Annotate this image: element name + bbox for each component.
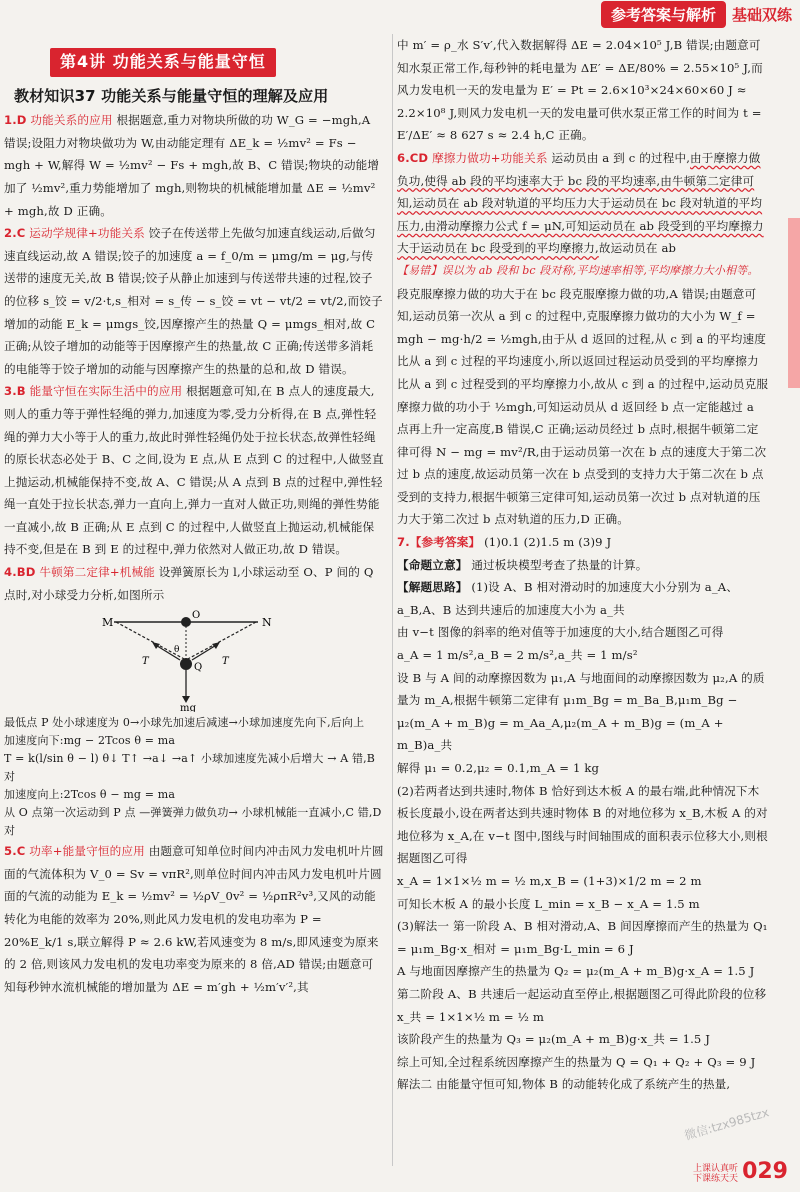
q7-line: 设 B 与 A 间的动摩擦因数为 μ₁,A 与地面间的动摩擦因数为 μ₂,A 的质量为 m_A,根据牛顿第二定律有 μ₁m_Bg = m_Ba_B,μ₁m_Bg − μ₂(m_A + m_B)g = m_Aa_A,μ₂(m_A + m_B)g = (m_A + m_B)a_共 [397, 670, 765, 753]
q7-line: (2)若两者达到共速时,物体 B 恰好到达木板 A 的最右端,此种情况下木板长度最小,设在两者达到共速时物体 B 的对地位移为 x_B,木板 A 的对地位移为 x_A,在 v−t 图中,图线与时间轴围成的面积表示位移大小,则根据题图乙可得 [397, 783, 768, 866]
q6-handwritten-note: 【易错】误以为 ab 段和 bc 段对称,平均速率相等,平均摩擦力大小相等。 [397, 263, 759, 277]
lecture-title: 第4讲 功能关系与能量守恒 [50, 48, 276, 77]
label-q: Q [194, 662, 203, 674]
q7-line: 该阶段产生的热量为 Q₃ = μ₂(m_A + m_B)g·x_共 = 1.5 J [397, 1032, 711, 1047]
column-divider [392, 34, 393, 1166]
page-header [601, 0, 792, 28]
q7-line: (3)解法一 第一阶段 A、B 相对滑动,A、B 间因摩擦而产生的热量为 Q₁ = μ₁m_Bg·x_相对 = μ₁m_Bg·L_min = 6 J [397, 919, 768, 956]
q5: 5.C 功率+能量守恒的应用 由题意可知单位时间内冲击风力发电机叶片圆面的气流体积为 V_0 = Sv = vπR²,则单位时间内冲击风力发电机叶片圆面的气流的动能为 E_k = ½mv² = ½ρV_0v² = ½ρπR²v³,又风的动能转化为电能的效率为 20%,则此风力发电机的发电功率为 P = 20%E_k/1 s,联立解得 P ≈ 2.6 kW,若风速变为 8 m/s,即风速变为原来的 2 倍,则该风力发电机的发电功率变为原来的 8 倍,AD 错误;由题意可知每秒钟水流机械能的增加量为 ΔE = m′gh + ½m′v′²,其 [4, 844, 384, 994]
q6: 6.CD 摩擦力做功+功能关系 运动员由 a 到 c 的过程中,由于摩擦力做负功,使得 ab 段的平均速率大于 bc 段的平均速率,由牛顿第二定律可知,运动员在 ab 段对轨道的平均压力大于运动员在 bc 段对轨道的平均压力,由滑动摩擦力公式 f = μN,可知运动员在 ab 段受到的平均摩擦力大于运动员在 bc 段受到的平均摩擦力,故运动员在 ab [397, 150, 764, 256]
q7-answer: 7.【参考答案】 (1)0.1 (2)1.5 m (3)9 J [397, 535, 612, 550]
label-n: N [262, 616, 272, 630]
q7-line: 综上可知,全过程系统因摩擦产生的热量为 Q = Q₁ + Q₂ + Q₃ = 9 J [397, 1054, 756, 1069]
q5-continued: 中 m′ = ρ_水 S′v′,代入数据解得 ΔE = 2.04×10⁵ J,B 错误;由题意可知水泵正常工作,每秒钟的耗电量为 ΔE′ = ΔE/80% = 2.55×10⁵ J,而风力发电机一天的发电量为 E′ = Pt = 2.6×10³×24×60×60 J ≈ 2.2×10⁸ J,则风力发电机一天的发电量可供水泵正常工作的时间为 t = E′/ΔE′ ≈ 8 627 s ≈ 2.4 h,C 正确。 [397, 38, 763, 143]
force-diagram [96, 608, 276, 712]
label-mg: mg [180, 703, 197, 713]
q7-line: a_A = 1 m/s²,a_B = 2 m/s²,a_共 = 1 m/s² [397, 648, 638, 663]
header-section: 基础双练 [731, 5, 792, 24]
ball-q [180, 658, 192, 670]
q7-line: x_A = 1×1×½ m = ½ m,x_B = (1+3)×1/2 m = 2 m [397, 873, 702, 888]
label-o: O [192, 610, 201, 622]
page-number: 029 [742, 1159, 788, 1184]
right-column [397, 34, 769, 1096]
side-tab-marker [788, 218, 800, 388]
watermark: 微信:tzx985tzx [682, 1105, 771, 1143]
q7-line: 由 v−t 图像的斜率的绝对值等于加速度的大小,结合题图乙可得 [397, 625, 724, 640]
label-m: M [102, 616, 114, 630]
q6-rest: 段克服摩擦力做的功大于在 bc 段克服摩擦力做的功,A 错误;由题意可知,运动员第一次从 a 到 c 的过程中,克服摩擦力做功的大小为 W_f = mgh − mg·h/2 = ½mgh,由于从 d 返回的过程,从 c 到 a 的平均速度比从 a 到 c 过程的平均速度小,所以返回过程运动员受到的平均摩擦力比从 a 到 c 过程受到的平均摩擦力小,故从 c 到 a 的过程中,运动员克服摩擦力做的功小于 ½mgh,可知运动员从 d 返回经 b 点一定能越过 a 点再上升一定高度,B 错误,C 正确;运动员经过 b 点时,根据牛顿第二定律可得 N − mg = mv²/R,由于运动员第一次在 b 点的速度大于第二次过 b 点的速度,故运动员第一次在 b 点受到的支持力大于第二次在 b 点受到的支持力,根据牛顿第三定律可知,运动员第一次过 b 点对轨道的压力大于第二次过 b 点对轨道的压力,D 正确。 [397, 286, 769, 527]
q7-line: A 与地面因摩擦产生的热量为 Q₂ = μ₂(m_A + m_B)g·x_A = 1.5 J [397, 964, 755, 979]
page-footer [693, 1159, 788, 1184]
footer-slogan: 上课认真听 下课练天天 [693, 1164, 739, 1184]
knowledge-point-title: 教材知识37 功能关系与能量守恒的理解及应用 [14, 86, 329, 105]
q7-line: 解法二 由能量守恒可知,物体 B 的动能转化成了系统产生的热量, [397, 1077, 731, 1092]
header-title: 参考答案与解析 [601, 1, 726, 28]
q7-line: 解得 μ₁ = 0.2,μ₂ = 0.1,m_A = 1 kg [397, 761, 600, 775]
q7-line: 第二阶段 A、B 共速后一起运动直至停止,根据题图乙可得此阶段的位移 x_共 = 1×1×½ m = ½ m [397, 986, 767, 1024]
label-theta: θ [174, 645, 180, 656]
q7-line: 可知长木板 A 的最小长度 L_min = x_B − x_A = 1.5 m [397, 896, 700, 911]
q7-idea-label: 【解题思路】 (1)设 A、B 相对滑动时的加速度大小分别为 a_A、a_B,A、B 达到共速后的加速度大小为 a_共 [397, 580, 739, 617]
q3: 3.B 能量守恒在实际生活中的应用 根据题意可知,在 B 点人的速度最大,则人的重力等于弹性轻绳的弹力,加速度为零,受力分析得,在 B 点,弹性轻绳的弹力大小等于人的重力,故此时弹性轻绳仍处于拉长状态,故弹性轻绳的原长状态必处于 B、C 之间,设为 E 点,从 E 点到 C 的过程中,人做竖直上抛运动,机械能保持不变,故 A、C 错误;从 A 点到 B 点的过程中,弹性轻绳一直处于拉长状态,弹力一直向上,弹力一直对人做正功,则绳的弹性势能一直减小,故 B 正确;从 E 点到 C 的过程中,人做竖直上抛运动,机械能保持不变,但是在 B 到 E 的过程中,弹力依然对人做正功,故 D 错误。 [4, 384, 384, 557]
q2: 2.C 运动学规律+功能关系 饺子在传送带上先做匀加速直线运动,后做匀速直线运动,故 A 错误;饺子的加速度 a = f_0/m = μmg/m = μg,与传送带的速度无关,故 B 错误;饺子从静止加速到与传送带共速的过程,饺子的位移 s_饺 = v/2·t,s_相对 = s_传 − s_饺 = vt − vt/2 = vt/2,而饺子增加的动能 E_k = μmgs_饺,因摩擦产生的热量 Q = μmgs_相对,故 C 正确;从饺子增加的动能等于因摩擦产生的热量,故 C 正确;传送带多消耗的电能等于饺子增加的动能与因摩擦产生的热量的总和,故 D 错误。 [4, 226, 383, 376]
left-column [4, 34, 384, 998]
q4: 4.BD 牛顿第二定律+机械能 设弹簧原长为 l,小球运动至 O、P 间的 Q 点时,对小球受力分析,如图所示 [4, 565, 374, 602]
label-t-left: T [142, 656, 149, 668]
ball-o [181, 617, 191, 627]
q4-analysis: 最低点 P 处小球速度为 0→小球先加速后减速→小球加速度先向下,后向上 加速度向下:mg − 2Tcos θ = ma T = k(l/sin θ − l) θ↓ T↑ →a↓ →a↑ 小球加速度先减小后增大 → A 错,B 对 加速度向上:2Tcos θ − mg = ma 从 O 点第一次运动到 P 点 —弹簧弹力做负功→ 小球机械能一直减小,C 错,D 对 [4, 716, 382, 838]
label-t-right: T [222, 656, 229, 668]
q7-intent: 【命题立意】 通过板块模型考查了热量的计算。 [397, 557, 648, 572]
q1: 1.D 功能关系的应用 根据题意,重力对物块所做的功 W_G = −mgh,A 错误;设阻力对物块做功为 W,由动能定理有 ΔE_k = ½mv² = Fs − mgh + W,解得 W = ½mv² − Fs + mgh,故 B、C 错误;物块的动能增加了 ½mv²,重力势能增加了 mgh,则物块的机械能增加量 ΔE = ½mv² + mgh,故 D 正确。 [4, 113, 380, 218]
